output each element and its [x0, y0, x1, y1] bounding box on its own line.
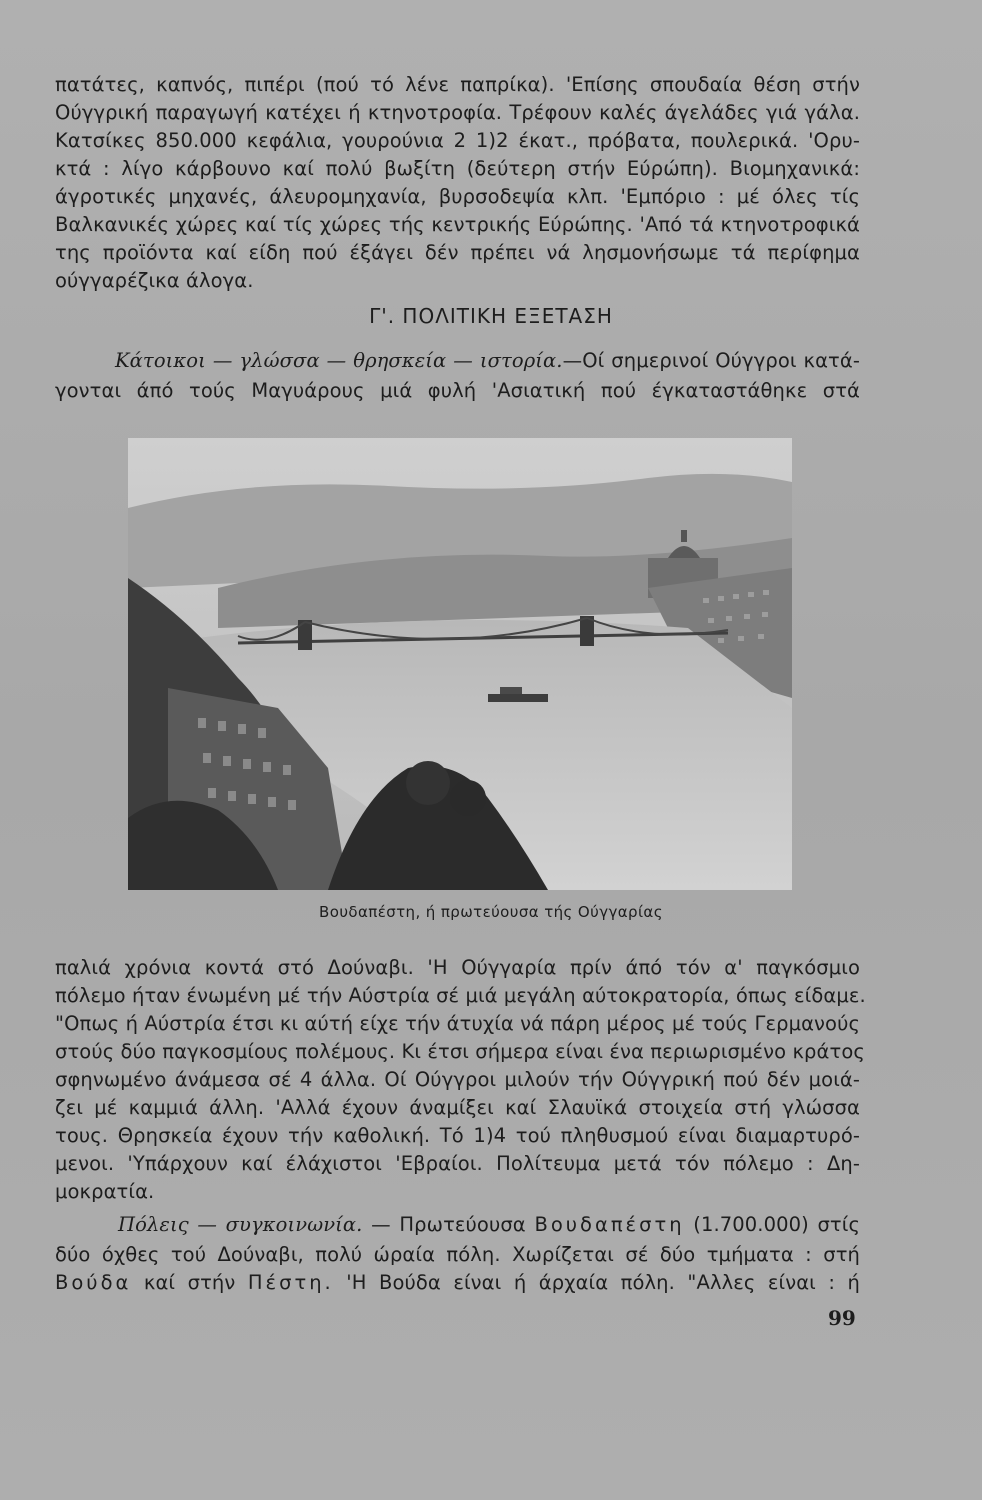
photo-caption: Βουδαπέστη, ή πρωτεύουσα τής Ούγγαρίας	[319, 903, 663, 921]
text-line: Κατσίκες 850.000 κεφάλια, γουρούνια 2 1)2 έκατ., πρόβατα, πουλερικά. 'Ορυ-	[55, 129, 860, 152]
text-line: Βαλκανικές χώρες καί τίς χώρες τής κεντρικής Εύρώπης. 'Από τά κτηνοτροφικά	[55, 213, 860, 236]
text-line: "Οπως ή Αύστρία έτσι κι αύτή είχε τήν άτυχία νά πάρη μέρος μέ τούς Γερμανούς	[55, 1012, 860, 1035]
text-line: μενοι. 'Υπάρχουν καί έλάχιστοι 'Εβραίοι. Πολίτευμα μετά τόν πόλεμο : Δη-	[55, 1152, 860, 1175]
spaced-word: Πέστη.	[247, 1271, 334, 1294]
text-line-mixed	[55, 1270, 860, 1296]
text-line: κτά : λίγο κάρβουνο καί πολύ βωξίτη (δεύτερη στήν Εύρώπη). Βιομηχανικά:	[55, 157, 860, 180]
text-span: 'Η Βούδα είναι ή άρχαία πόλη. "Αλλες είναι : ή	[346, 1271, 860, 1294]
paragraph-first-line	[115, 348, 860, 374]
text-span: καί στήν	[143, 1271, 236, 1294]
text-line: ούγγαρέζικα άλογα.	[55, 269, 254, 292]
text-line: δύο όχθες τού Δούναβι, πολύ ώραία πόλη. Χωρίζεται σέ δύο τμήματα : στή	[55, 1243, 860, 1266]
subsection-title: Κάτοικοι — γλώσσα — θρησκεία — ιστορία.	[115, 349, 563, 372]
text-line: σφηνωμένο άνάμεσα σέ 4 άλλα. Οί Ούγγροι μιλούν τήν Ούγγρική πού δέν μοιά-	[55, 1068, 860, 1091]
text-line: της προϊόντα καί είδη πού έξάγει δέν πρέπει νά λησμονήσωμε τά περίφημα	[55, 241, 860, 264]
text-line: πόλεμο ήταν ένωμένη μέ τήν Αύστρία σέ μιά μεγάλη αύτοκρατορία, όπως είδαμε.	[55, 984, 866, 1007]
text-line: Ούγγρική παραγωγή κατέχει ή κτηνοτροφία. Τρέφουν καλές άγελάδες γιά γάλα.	[55, 101, 860, 124]
paragraph-first-line	[118, 1212, 860, 1238]
text-span: —Οί σημερινοί Ούγγροι κατά-	[562, 349, 860, 372]
text-span: — Πρωτεύουσα	[371, 1213, 526, 1236]
text-line: γονται άπό τούς Μαγυάρους μιά φυλή 'Ασιατική πού έγκαταστάθηκε στά	[55, 379, 860, 402]
text-line: τους. Θρησκεία έχουν τήν καθολική. Τό 1)4 τού πληθυσμού είναι διαμαρτυρό-	[55, 1124, 860, 1147]
subsection-title: Πόλεις — συγκοινωνία.	[118, 1213, 363, 1236]
text-line: ζει μέ καμμιά άλλη. 'Αλλά έχουν άναμίξει καί Σλαυϊκά στοιχεία στή γλώσσα	[55, 1096, 860, 1119]
section-heading: Γ'. ΠΟΛΙΤΙΚΗ ΕΞΕΤΑΣΗ	[369, 304, 613, 328]
spaced-word: Βούδα	[55, 1271, 132, 1294]
budapest-photo	[128, 438, 792, 890]
text-line: στούς δύο παγκοσμίους πολέμους. Κι έτσι σήμερα είναι ένα περιωρισμένο κράτος	[55, 1040, 865, 1063]
photo-icon	[128, 438, 792, 890]
text-line: άγροτικές μηχανές, άλευρομηχανία, βυρσοδεψία κλπ. 'Εμπόριο : μέ όλες τίς	[55, 185, 860, 208]
text-line: παλιά χρόνια κοντά στό Δούναβι. 'Η Ούγγαρία πρίν άπό τόν α' παγκόσμιο	[55, 956, 860, 979]
page-number: 99	[828, 1306, 856, 1330]
text-line: πατάτες, καπνός, πιπέρι (πού τό λένε παπρίκα). 'Επίσης σπουδαία θέση στήν	[55, 73, 860, 96]
text-line: μοκρατία.	[55, 1180, 155, 1203]
spaced-word: Βουδαπέστη	[534, 1213, 685, 1236]
text-span: (1.700.000) στίς	[693, 1213, 860, 1236]
